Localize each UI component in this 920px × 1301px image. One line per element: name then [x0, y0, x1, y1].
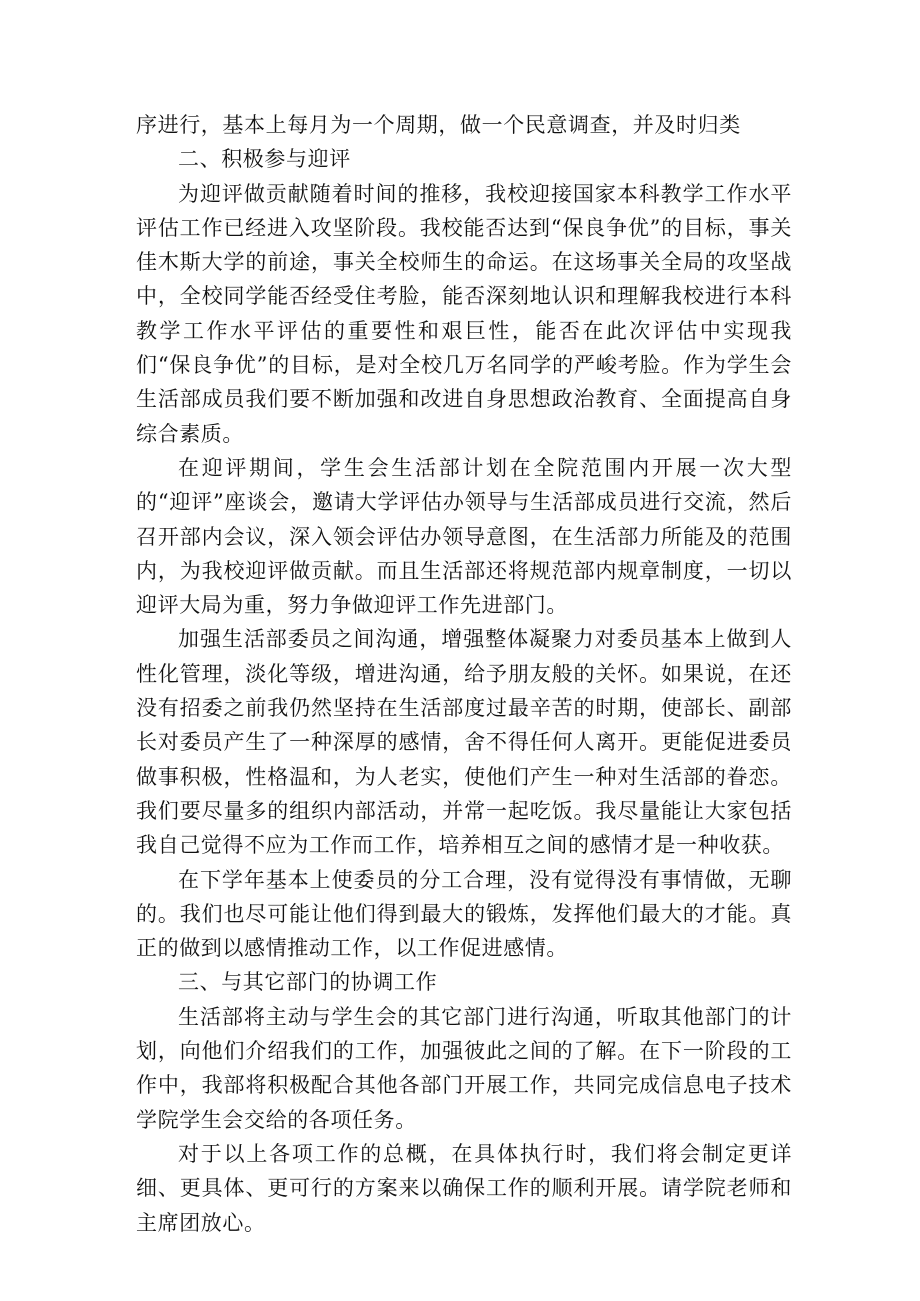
paragraph-division-of-labor: 在下学年基本上使委员的分工合理，没有觉得没有事情做，无聊的。我们也尽可能让他们得到最大的锻炼，发挥他们最大的才能。真正的做到以感情推动工作，以工作促进感情。	[136, 867, 792, 961]
paragraph-member-communication: 加强生活部委员之间沟通，增强整体凝聚力对委员基本上做到人性化管理，淡化等级，增进沟通，给予朋友般的关怀。如果说，在还没有招委之前我仍然坚持在生活部度过最辛苦的时期，使部长、副部长对委员产生了一种深厚的感情，舍不得任何人离开。更能促进委员做事积极，性格温和，为人老实，使他们产生一种对生活部的眷恋。我们要尽量多的组织内部活动，并常一起吃饭。我尽量能让大家包括我自己觉得不应为工作而工作，培养相互之间的感情才是一种收获。	[136, 627, 792, 858]
paragraph-continued: 序进行，基本上每月为一个周期，做一个民意调查，并及时归类	[136, 113, 741, 137]
paragraph-conclusion: 对于以上各项工作的总概，在具体执行时，我们将会制定更详细、更具体、更可行的方案来以确保工作的顺利开展。请学院老师和主席团放心。	[136, 1141, 792, 1235]
section-heading-2: 二、积极参与迎评	[178, 147, 351, 172]
paragraph-evaluation-intro: 为迎评做贡献随着时间的推移，我校迎接国家本科教学工作水平评估工作已经进入攻坚阶段。我校能否达到“保良争优”的目标，事关佳木斯大学的前途，事关全校师生的命运。在这场事关全局的攻坚战中，全校同学能否经受住考脸，能否深刻地认识和理解我校进行本科教学工作水平评估的重要性和艰巨性，能否在此次评估中实现我们“保良争优”的目标，是对全校几万名同学的严峻考脸。作为学生会生活部成员我们要不断加强和改进自身思想政治教育、全面提高自身综合素质。	[136, 181, 792, 446]
paragraph-evaluation-plan: 在迎评期间，学生会生活部计划在全院范围内开展一次大型的“迎评”座谈会，邀请大学评估办领导与生活部成员进行交流，然后召开部内会议，深入领会评估办领导意图，在生活部力所能及的范围内，为我校迎评做贡献。而且生活部还将规范部内规章制度，一切以迎评大局为重，努力争做迎评工作先进部门。	[136, 455, 792, 618]
paragraph-coordination: 生活部将主动与学生会的其它部门进行沟通，听取其他部门的计划，向他们介绍我们的工作，加强彼此之间的了解。在下一阶段的工作中，我部将积极配合其他各部门开展工作，共同完成信息电子技术学院学生会交给的各项任务。	[136, 1004, 792, 1132]
document-body	[136, 108, 792, 1240]
section-heading-3: 三、与其它部门的协调工作	[178, 970, 438, 995]
